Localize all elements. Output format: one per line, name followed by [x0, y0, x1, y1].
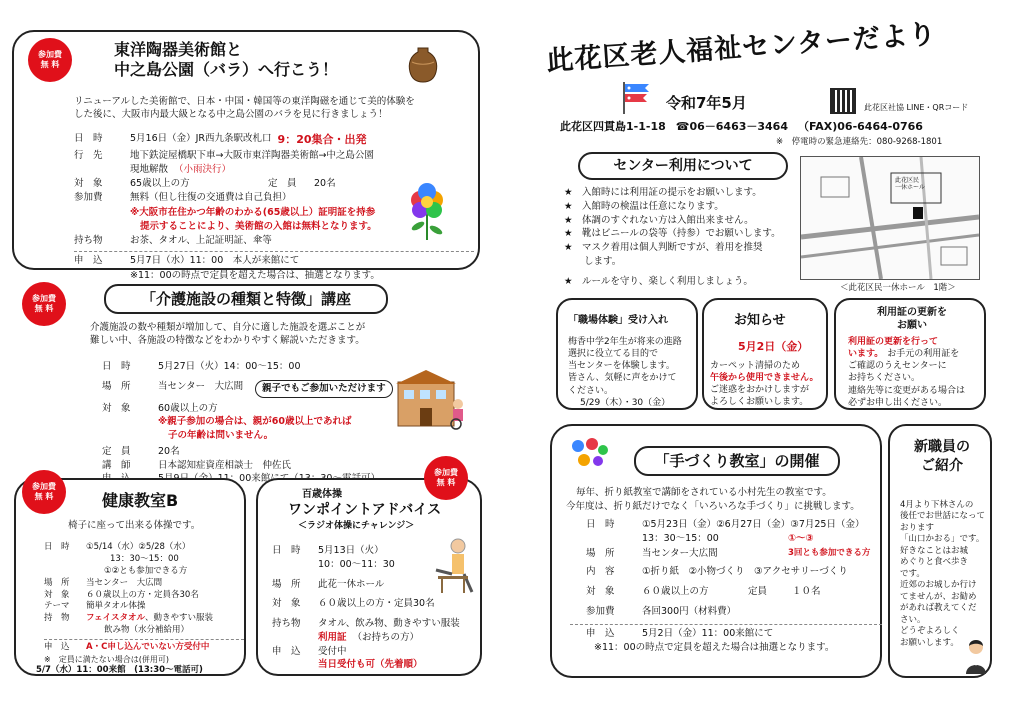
health-apply-label: 申 込 — [44, 642, 70, 653]
trip-route-value2: 現地解散 — [130, 163, 169, 175]
job-section — [556, 298, 698, 410]
health-time-value: 13：30～15：00 — [110, 553, 179, 564]
trip-apply-label: 申 込 — [74, 255, 103, 267]
care-target-label: 対 象 — [102, 402, 131, 414]
craft-target-value: ６０歳以上の方 — [642, 586, 709, 597]
craft-date-label: 日 時 — [586, 519, 615, 530]
exercise-section — [256, 478, 482, 676]
staff-text-8: 近郊のお城しか行け — [900, 580, 977, 591]
craft-title-box — [634, 446, 840, 476]
trip-items-label: 持ち物 — [74, 235, 103, 246]
staff-text-7: です。 — [900, 568, 925, 579]
craft-apply-label: 申 込 — [586, 627, 615, 639]
trip-capacity-label: 定 員 — [268, 178, 297, 189]
vase-illustration — [406, 46, 440, 84]
health-items-red: フェイスタオル — [86, 613, 145, 624]
health-intro: 椅子に座って出来る体操です。 — [68, 520, 201, 531]
care-facility-illustration — [396, 368, 472, 430]
exercise-items-note: （お持ちの方） — [352, 631, 420, 643]
craft-capacity-label: 定員 — [748, 586, 768, 597]
health-theme-value: 簡単タオル体操 — [86, 601, 146, 612]
care-intro-2: 難しい中、各施設の特徴などをわかりやすく解説いただきます。 — [90, 334, 365, 346]
craft-content-value: ①折り紙 ②小物づくり ③アクセサリーづくり — [642, 565, 848, 577]
renew-title-2: お願い — [897, 320, 927, 331]
job-text-1: 梅香中学2年生が将来の進路 — [568, 337, 682, 347]
craft-capacity-value: １０名 — [792, 586, 821, 597]
exercise-place-label: 場 所 — [272, 578, 301, 590]
trip-fee-note2: 提示することにより、美術館の入館は無料となります。 — [140, 220, 377, 232]
trip-items-value: お茶、タオル、上記証明証、傘等 — [130, 235, 272, 246]
carp-streamer-illustration — [620, 80, 656, 114]
craft-date-value: ①5月23日（金）②6月27日（金）③7月25日（金） — [642, 519, 865, 530]
usage-item-1: 入館時には利用証の提示をお願いします。 — [582, 187, 762, 198]
staff-text-5: 好きなことはお城 — [900, 545, 969, 556]
health-date-note: ①②とも参加できる方 — [104, 565, 188, 576]
renew-red-1: 利用証の更新を行って — [848, 337, 939, 347]
usage-item-6: ルールを守り、楽しく利用しましょう。 — [582, 275, 753, 287]
staff-title-1: 新職員の — [914, 439, 970, 455]
health-items-value2: 飲み物（水分補給用） — [104, 625, 190, 636]
staff-title-2: ご紹介 — [921, 457, 963, 474]
exercise-title-small: 百歳体操 — [302, 489, 342, 500]
job-text-5: ください。 — [568, 385, 614, 396]
craft-apply-value: 5月2日（金）11：00来館にて — [642, 627, 774, 639]
trip-title-line1: 東洋陶器美術館と — [114, 40, 243, 59]
job-text-2: 選択に役立てる目的で — [568, 349, 659, 360]
qr-code — [830, 88, 856, 114]
craft-place-label: 場 所 — [586, 547, 615, 559]
exercise-time-value: 10：00～11：30 — [318, 558, 395, 570]
care-place-note: 親子でもご参加いただけます — [255, 380, 393, 398]
trip-route-value: 地下鉄淀屋橋駅下車→大阪市東洋陶器美術館→中之島公園 — [130, 149, 374, 161]
staff-text-11: さい。 — [900, 614, 926, 625]
renew-text-1: お手元の利用証を — [887, 349, 960, 360]
care-free-badge: 参加費 無 料 — [22, 282, 66, 326]
notice-text-2: ご迷惑をおかけしますが — [710, 385, 810, 396]
exercise-apply-value: 受付中 — [318, 645, 347, 657]
exercise-apply-note: 当日受付も可（先着順） — [318, 659, 423, 671]
trip-target-label: 対 象 — [74, 178, 103, 189]
staff-text-2: 後任でお世話になって — [900, 511, 986, 522]
exercise-target-value: ６０歳以上の方・定員30名 — [318, 598, 435, 610]
trip-route-note: （小雨決行） — [174, 163, 232, 175]
map-caption: ＜此花区民一休ホール 1階＞ — [840, 283, 956, 293]
staff-text-10: があれば教えてくだ — [900, 603, 977, 614]
exercise-place-value: 此花一休ホール — [318, 578, 385, 590]
craft-target-label: 対 象 — [586, 586, 615, 597]
trip-date-time: 9：20集合・出発 — [277, 133, 367, 146]
craft-content-label: 内 容 — [586, 565, 615, 577]
craft-intro-1: 毎年、折り紙教室で講師をされている小村先生の教室です。 — [576, 487, 832, 498]
health-date-label: 日 時 — [44, 542, 70, 552]
exercise-target-label: 対 象 — [272, 598, 301, 610]
qr-label: 此花区社協 LINE・QRコード — [864, 103, 969, 112]
craft-section — [550, 424, 882, 678]
renew-text-4: 連絡先等に変更がある場合は — [848, 385, 966, 396]
health-apply-note: ※ 定員に満たない場合は(併用可) — [44, 655, 169, 665]
trip-capacity-value: 20名 — [314, 178, 336, 189]
exercise-items-value2: 利用証 — [318, 631, 347, 643]
care-date-value: 5月27日（火）14：00～15：00 — [158, 361, 301, 372]
craft-fee-value: 各回300円（材料費） — [642, 606, 737, 618]
staff-text-6: めぐりと食べ歩き — [900, 557, 969, 568]
notice-text-3: よろしくお願いします。 — [710, 397, 809, 408]
care-capacity-value: 20名 — [158, 445, 180, 457]
care-capacity-label: 定 員 — [102, 445, 131, 457]
renew-text-5: 必ずお申し出ください。 — [848, 397, 948, 408]
notice-title: お知らせ — [734, 313, 786, 328]
craft-place-value: 当センター大広間 — [642, 547, 718, 559]
notice-text-red: 午後から使用できません。 — [710, 373, 819, 384]
care-title-box — [104, 284, 388, 314]
beads-illustration — [570, 436, 610, 468]
care-title: 「介護施設の種類と特徴」講座 — [140, 290, 351, 308]
usage-item-5-cont: します。 — [584, 255, 622, 267]
renew-text-3: お持ちください。 — [848, 373, 921, 384]
fax-number: （FAX)06-6464-0766 — [798, 120, 923, 133]
usage-item-4: 靴はビニールの袋等（持参）でお願いします。 — [582, 228, 781, 240]
care-place-label: 場 所 — [102, 380, 131, 392]
staff-text-3: おります — [900, 522, 935, 533]
trip-apply-note: ※11：00の時点で定員を超えた場合は、抽選となります。 — [130, 269, 380, 281]
craft-title: 「手づくり教室」の開催 — [654, 452, 820, 470]
health-free-badge: 参加費 無 料 — [22, 470, 66, 514]
exercise-person-illustration — [428, 536, 476, 596]
location-map — [800, 156, 980, 280]
renew-title-1: 利用証の更新を — [877, 307, 947, 318]
trip-free-badge: 参加費 無 料 — [28, 38, 72, 82]
renew-section — [834, 298, 986, 410]
usage-item-3: 体調のすぐれない方は入館出来ません。 — [582, 214, 754, 226]
address: 此花区四貫島1-1-18 — [560, 120, 666, 133]
exercise-subtitle: ＜ラジオ体操にチャレンジ＞ — [298, 521, 415, 531]
craft-fee-label: 参加費 — [586, 606, 615, 618]
health-theme-label: テーマ — [44, 601, 70, 612]
job-dates: 5/29（木）・30（金） — [580, 397, 671, 408]
usage-item-2: 入館時の検温は任意になります。 — [582, 200, 724, 212]
notice-section — [702, 298, 828, 410]
staff-text-1: 4月より下林さんの — [900, 500, 974, 510]
newsletter-title: 此花区老人福祉センターだより — [545, 18, 938, 78]
care-target-value: 60歳以上の方 — [158, 402, 218, 414]
trip-section — [12, 30, 480, 281]
craft-apply-note: ※11：00の時点で定員を超えた場合は抽選となります。 — [594, 641, 835, 653]
craft-date-note1: ①～③ — [788, 533, 814, 545]
trip-intro-1: リニューアルした美術館で、日本・中国・韓国等の東洋陶磁を通じて美的体験を — [74, 96, 415, 107]
trip-target-value: 65歳以上の方 — [130, 178, 190, 189]
health-target-label: 対 象 — [44, 589, 70, 600]
staff-text-13: お願いします。 — [900, 637, 959, 648]
trip-date-label: 日 時 — [74, 133, 103, 144]
care-place-value: 当センター 大広間 — [158, 380, 244, 392]
staff-text-9: てませんが、お勧め — [900, 591, 977, 602]
health-place-label: 場 所 — [44, 577, 70, 588]
notice-text-1: カーペット清掃のため — [710, 361, 801, 371]
trip-fee-note1: ※大阪市在住かつ年齢のわかる(65歳以上）証明証を持参 — [130, 206, 376, 218]
health-target-value: ６０歳以上の方・定員各30名 — [86, 589, 199, 600]
exercise-date-value: 5月13日（火） — [318, 545, 384, 556]
job-title: 「職場体験」受け入れ — [568, 315, 668, 326]
health-place-value: 当センター 大広間 — [86, 577, 163, 588]
exercise-items-value: タオル、飲み物、動きやすい服装 — [318, 618, 460, 630]
craft-time-value: 13：30～15：00 — [642, 533, 719, 545]
health-items-value: 、動きやすい服装 — [145, 613, 214, 624]
exercise-date-label: 日 時 — [272, 545, 301, 556]
exercise-title: ワンポイントアドバイス — [288, 502, 442, 518]
care-target-note2: 子の年齢は問いません。 — [168, 430, 274, 442]
emergency-contact: ※ 停電時の緊急連絡先：080-9268-1801 — [776, 137, 943, 147]
care-lecturer-label: 講 師 — [102, 459, 131, 471]
trip-title-line2: 中之島公園（バラ）へ行こう！ — [114, 60, 339, 79]
trip-route-label: 行 先 — [74, 149, 103, 161]
health-date-value: ①5/14（水）②5/28（水） — [86, 542, 191, 552]
job-text-3: 当センターを体験します。 — [568, 361, 675, 372]
care-date-label: 日 時 — [102, 361, 131, 372]
trip-date-value: 5月16日（金）JR西九条駅改札口 — [130, 133, 272, 144]
usage-title: センター利用について — [613, 158, 753, 174]
health-items-label: 持 物 — [44, 613, 70, 624]
exercise-items-label: 持ち物 — [272, 618, 301, 630]
care-target-note1: ※親子参加の場合は、親が60歳以上であれば — [158, 416, 352, 428]
map-label-2: 一休ホール — [895, 184, 925, 192]
tel-number: ☎06－6463－3464 — [675, 120, 788, 133]
staff-avatar — [964, 638, 988, 674]
craft-intro-2: 今年度は、折り紙だけでなく「いろいろな手づくり」に挑戦します。 — [566, 500, 860, 512]
craft-date-note2: 3回とも参加できる方 — [788, 547, 871, 558]
exercise-free-badge: 参加費 無 料 — [424, 456, 468, 500]
trip-apply-value: 5月7日（水）11：00 本人が来館にて — [130, 255, 300, 267]
map-label-1: 此花区民 — [895, 177, 920, 184]
care-intro-1: 介護施設の数や種類が増加して、自分に適した施設を選ぶことが — [90, 322, 366, 333]
staff-section — [888, 424, 992, 678]
renew-text-2: ご確認のうえセンターに — [848, 361, 947, 372]
trip-fee-value: 無料（但し往復の交通費は自己負担） — [130, 192, 292, 204]
notice-date: 5月2日（金） — [738, 340, 809, 353]
issue-date: 令和7年5月 — [666, 94, 747, 112]
staff-text-12: どうぞよろしく — [900, 626, 960, 637]
usage-item-5: マスク着用は個人判断ですが、着用を推奨 — [582, 242, 763, 254]
staff-text-4: 「山口かおる」です。 — [900, 534, 985, 545]
trip-fee-label: 参加費 — [74, 192, 103, 204]
trip-intro-2: した後に、大阪市内最大級となる中之島公園のバラを見に行きましょう！ — [74, 108, 388, 120]
health-apply-value: A・C申し込んでいない方受付中 — [86, 642, 210, 653]
renew-red-2: います。 — [848, 349, 884, 360]
rose-illustration — [402, 182, 452, 242]
care-lecturer-value: 日本認知症資産相談士 仲佐氏 — [158, 459, 292, 471]
job-text-4: 皆さん、気軽に声をかけて — [568, 373, 677, 384]
health-apply-value2: 5/7（水）11：00来館 (13:30～電話可) — [36, 665, 203, 676]
exercise-apply-label: 申 込 — [272, 645, 301, 657]
usage-title-box — [578, 152, 788, 180]
health-title: 健康教室B — [102, 491, 179, 510]
